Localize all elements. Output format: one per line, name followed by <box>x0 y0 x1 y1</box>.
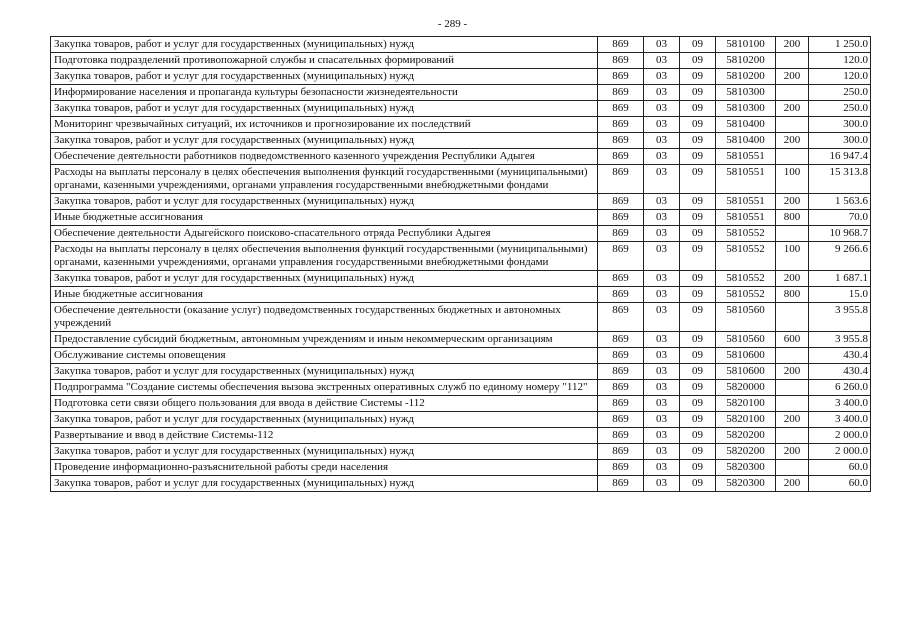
target-article-code: 5810551 <box>716 194 776 210</box>
expense-kind-code: 800 <box>776 210 809 226</box>
row-name: Обеспечение деятельности (оказание услуг) подведомственных государственных бюджетных и автономных учреждений <box>51 303 598 332</box>
admin-code: 869 <box>598 364 644 380</box>
table-row <box>51 303 871 332</box>
admin-code: 869 <box>598 69 644 85</box>
row-name: Расходы на выплаты персоналу в целях обеспечения выполнения функций государственными (муниципальными) органами, казенными учреждениями, органами управления государственными внебюджетными фондами <box>51 165 598 194</box>
target-article-code: 5820300 <box>716 476 776 492</box>
section-code: 03 <box>644 53 680 69</box>
expense-kind-code <box>776 226 809 242</box>
target-article-code: 5810200 <box>716 69 776 85</box>
expense-kind-code: 200 <box>776 194 809 210</box>
expense-kind-code: 200 <box>776 37 809 53</box>
expense-kind-code: 200 <box>776 133 809 149</box>
table-row <box>51 396 871 412</box>
row-name: Предоставление субсидий бюджетным, автономным учреждениям и иным некоммерческим организациям <box>51 332 598 348</box>
target-article-code: 5810552 <box>716 271 776 287</box>
subsection-code: 09 <box>680 133 716 149</box>
table-row <box>51 165 871 194</box>
table-row <box>51 380 871 396</box>
amount-value: 250.0 <box>809 85 871 101</box>
target-article-code: 5810551 <box>716 210 776 226</box>
admin-code: 869 <box>598 412 644 428</box>
section-code: 03 <box>644 303 680 332</box>
admin-code: 869 <box>598 271 644 287</box>
section-code: 03 <box>644 149 680 165</box>
target-article-code: 5810200 <box>716 53 776 69</box>
expense-kind-code: 800 <box>776 287 809 303</box>
admin-code: 869 <box>598 149 644 165</box>
section-code: 03 <box>644 476 680 492</box>
target-article-code: 5820100 <box>716 412 776 428</box>
table-row <box>51 37 871 53</box>
table-row <box>51 364 871 380</box>
subsection-code: 09 <box>680 101 716 117</box>
table-row <box>51 428 871 444</box>
target-article-code: 5810560 <box>716 332 776 348</box>
expense-kind-code <box>776 53 809 69</box>
amount-value: 60.0 <box>809 460 871 476</box>
admin-code: 869 <box>598 332 644 348</box>
subsection-code: 09 <box>680 194 716 210</box>
amount-value: 1 687.1 <box>809 271 871 287</box>
section-code: 03 <box>644 332 680 348</box>
target-article-code: 5820300 <box>716 460 776 476</box>
expense-kind-code <box>776 303 809 332</box>
table-row <box>51 476 871 492</box>
amount-value: 15 313.8 <box>809 165 871 194</box>
expense-kind-code: 200 <box>776 364 809 380</box>
amount-value: 10 968.7 <box>809 226 871 242</box>
expense-kind-code: 200 <box>776 476 809 492</box>
subsection-code: 09 <box>680 165 716 194</box>
section-code: 03 <box>644 69 680 85</box>
target-article-code: 5810300 <box>716 101 776 117</box>
amount-value: 300.0 <box>809 117 871 133</box>
row-name: Закупка товаров, работ и услуг для государственных (муниципальных) нужд <box>51 444 598 460</box>
admin-code: 869 <box>598 380 644 396</box>
admin-code: 869 <box>598 53 644 69</box>
amount-value: 3 400.0 <box>809 396 871 412</box>
section-code: 03 <box>644 380 680 396</box>
admin-code: 869 <box>598 348 644 364</box>
admin-code: 869 <box>598 396 644 412</box>
table-row <box>51 242 871 271</box>
target-article-code: 5820200 <box>716 428 776 444</box>
row-name: Мониторинг чрезвычайных ситуаций, их источников и прогнозирование их последствий <box>51 117 598 133</box>
expense-kind-code: 100 <box>776 165 809 194</box>
admin-code: 869 <box>598 133 644 149</box>
target-article-code: 5810100 <box>716 37 776 53</box>
target-article-code: 5810600 <box>716 364 776 380</box>
row-name: Закупка товаров, работ и услуг для государственных (муниципальных) нужд <box>51 476 598 492</box>
budget-table <box>50 36 871 492</box>
amount-value: 70.0 <box>809 210 871 226</box>
admin-code: 869 <box>598 85 644 101</box>
target-article-code: 5810552 <box>716 226 776 242</box>
section-code: 03 <box>644 287 680 303</box>
subsection-code: 09 <box>680 242 716 271</box>
admin-code: 869 <box>598 117 644 133</box>
row-name: Закупка товаров, работ и услуг для государственных (муниципальных) нужд <box>51 69 598 85</box>
row-name: Иные бюджетные ассигнования <box>51 210 598 226</box>
row-name: Закупка товаров, работ и услуг для государственных (муниципальных) нужд <box>51 271 598 287</box>
admin-code: 869 <box>598 303 644 332</box>
table-row <box>51 85 871 101</box>
section-code: 03 <box>644 396 680 412</box>
expense-kind-code: 100 <box>776 242 809 271</box>
target-article-code: 5810552 <box>716 287 776 303</box>
admin-code: 869 <box>598 101 644 117</box>
amount-value: 15.0 <box>809 287 871 303</box>
row-name: Закупка товаров, работ и услуг для государственных (муниципальных) нужд <box>51 101 598 117</box>
row-name: Развертывание и ввод в действие Системы-112 <box>51 428 598 444</box>
subsection-code: 09 <box>680 412 716 428</box>
amount-value: 430.4 <box>809 348 871 364</box>
admin-code: 869 <box>598 37 644 53</box>
expense-kind-code <box>776 428 809 444</box>
subsection-code: 09 <box>680 332 716 348</box>
expense-kind-code <box>776 348 809 364</box>
subsection-code: 09 <box>680 271 716 287</box>
subsection-code: 09 <box>680 287 716 303</box>
section-code: 03 <box>644 460 680 476</box>
row-name: Обеспечение деятельности работников подведомственного казенного учреждения Республики Адыгея <box>51 149 598 165</box>
subsection-code: 09 <box>680 380 716 396</box>
section-code: 03 <box>644 117 680 133</box>
expense-kind-code: 200 <box>776 412 809 428</box>
admin-code: 869 <box>598 460 644 476</box>
row-name: Закупка товаров, работ и услуг для государственных (муниципальных) нужд <box>51 412 598 428</box>
amount-value: 1 250.0 <box>809 37 871 53</box>
target-article-code: 5820200 <box>716 444 776 460</box>
row-name: Обслуживание системы оповещения <box>51 348 598 364</box>
admin-code: 869 <box>598 476 644 492</box>
subsection-code: 09 <box>680 348 716 364</box>
table-row <box>51 348 871 364</box>
amount-value: 6 260.0 <box>809 380 871 396</box>
table-row <box>51 194 871 210</box>
subsection-code: 09 <box>680 460 716 476</box>
amount-value: 60.0 <box>809 476 871 492</box>
table-row <box>51 287 871 303</box>
table-row <box>51 412 871 428</box>
amount-value: 3 955.8 <box>809 332 871 348</box>
admin-code: 869 <box>598 428 644 444</box>
amount-value: 250.0 <box>809 101 871 117</box>
expense-kind-code: 200 <box>776 271 809 287</box>
subsection-code: 09 <box>680 117 716 133</box>
amount-value: 16 947.4 <box>809 149 871 165</box>
subsection-code: 09 <box>680 226 716 242</box>
target-article-code: 5810560 <box>716 303 776 332</box>
row-name: Расходы на выплаты персоналу в целях обеспечения выполнения функций государственными (муниципальными) органами, казенными учреждениями, органами управления государственными внебюджетными фондами <box>51 242 598 271</box>
row-name: Иные бюджетные ассигнования <box>51 287 598 303</box>
subsection-code: 09 <box>680 396 716 412</box>
expense-kind-code <box>776 380 809 396</box>
table-row <box>51 53 871 69</box>
row-name: Закупка товаров, работ и услуг для государственных (муниципальных) нужд <box>51 37 598 53</box>
section-code: 03 <box>644 412 680 428</box>
amount-value: 300.0 <box>809 133 871 149</box>
row-name: Информирование населения и пропаганда культуры безопасности жизнедеятельности <box>51 85 598 101</box>
target-article-code: 5810551 <box>716 165 776 194</box>
expense-kind-code <box>776 396 809 412</box>
subsection-code: 09 <box>680 37 716 53</box>
table-row <box>51 101 871 117</box>
table-row <box>51 117 871 133</box>
section-code: 03 <box>644 242 680 271</box>
amount-value: 2 000.0 <box>809 428 871 444</box>
subsection-code: 09 <box>680 444 716 460</box>
subsection-code: 09 <box>680 428 716 444</box>
subsection-code: 09 <box>680 85 716 101</box>
row-name: Закупка товаров, работ и услуг для государственных (муниципальных) нужд <box>51 133 598 149</box>
target-article-code: 5820000 <box>716 380 776 396</box>
amount-value: 2 000.0 <box>809 444 871 460</box>
target-article-code: 5810600 <box>716 348 776 364</box>
table-row <box>51 69 871 85</box>
row-name: Проведение информационно-разъяснительной работы среди населения <box>51 460 598 476</box>
subsection-code: 09 <box>680 476 716 492</box>
amount-value: 1 563.6 <box>809 194 871 210</box>
admin-code: 869 <box>598 287 644 303</box>
subsection-code: 09 <box>680 53 716 69</box>
row-name: Подпрограмма "Создание системы обеспечения вызова экстренных оперативных служб по единому номеру "112" <box>51 380 598 396</box>
expense-kind-code: 200 <box>776 444 809 460</box>
budget-table-body <box>51 37 871 492</box>
target-article-code: 5810551 <box>716 149 776 165</box>
amount-value: 120.0 <box>809 69 871 85</box>
admin-code: 869 <box>598 165 644 194</box>
admin-code: 869 <box>598 242 644 271</box>
target-article-code: 5810400 <box>716 117 776 133</box>
target-article-code: 5810552 <box>716 242 776 271</box>
admin-code: 869 <box>598 210 644 226</box>
table-row <box>51 332 871 348</box>
section-code: 03 <box>644 194 680 210</box>
section-code: 03 <box>644 101 680 117</box>
section-code: 03 <box>644 210 680 226</box>
subsection-code: 09 <box>680 303 716 332</box>
expense-kind-code: 600 <box>776 332 809 348</box>
section-code: 03 <box>644 37 680 53</box>
target-article-code: 5810400 <box>716 133 776 149</box>
table-row <box>51 444 871 460</box>
table-row <box>51 133 871 149</box>
expense-kind-code <box>776 460 809 476</box>
amount-value: 120.0 <box>809 53 871 69</box>
page-number: - 289 - <box>437 18 468 30</box>
amount-value: 3 955.8 <box>809 303 871 332</box>
amount-value: 3 400.0 <box>809 412 871 428</box>
expense-kind-code: 200 <box>776 69 809 85</box>
row-name: Подготовка подразделений противопожарной службы и спасательных формирований <box>51 53 598 69</box>
section-code: 03 <box>644 165 680 194</box>
row-name: Закупка товаров, работ и услуг для государственных (муниципальных) нужд <box>51 194 598 210</box>
table-row <box>51 226 871 242</box>
section-code: 03 <box>644 444 680 460</box>
expense-kind-code <box>776 149 809 165</box>
table-row <box>51 271 871 287</box>
expense-kind-code <box>776 85 809 101</box>
subsection-code: 09 <box>680 364 716 380</box>
admin-code: 869 <box>598 226 644 242</box>
section-code: 03 <box>644 348 680 364</box>
target-article-code: 5810300 <box>716 85 776 101</box>
row-name: Обеспечение деятельности Адыгейского поисково-спасательного отряда Республики Адыгея <box>51 226 598 242</box>
table-row <box>51 460 871 476</box>
subsection-code: 09 <box>680 210 716 226</box>
amount-value: 9 266.6 <box>809 242 871 271</box>
section-code: 03 <box>644 133 680 149</box>
row-name: Подготовка сети связи общего пользования для ввода в действие Системы -112 <box>51 396 598 412</box>
subsection-code: 09 <box>680 149 716 165</box>
section-code: 03 <box>644 364 680 380</box>
admin-code: 869 <box>598 444 644 460</box>
table-row <box>51 210 871 226</box>
expense-kind-code: 200 <box>776 101 809 117</box>
admin-code: 869 <box>598 194 644 210</box>
subsection-code: 09 <box>680 69 716 85</box>
section-code: 03 <box>644 271 680 287</box>
target-article-code: 5820100 <box>716 396 776 412</box>
section-code: 03 <box>644 85 680 101</box>
row-name: Закупка товаров, работ и услуг для государственных (муниципальных) нужд <box>51 364 598 380</box>
expense-kind-code <box>776 117 809 133</box>
table-row <box>51 149 871 165</box>
section-code: 03 <box>644 226 680 242</box>
amount-value: 430.4 <box>809 364 871 380</box>
section-code: 03 <box>644 428 680 444</box>
